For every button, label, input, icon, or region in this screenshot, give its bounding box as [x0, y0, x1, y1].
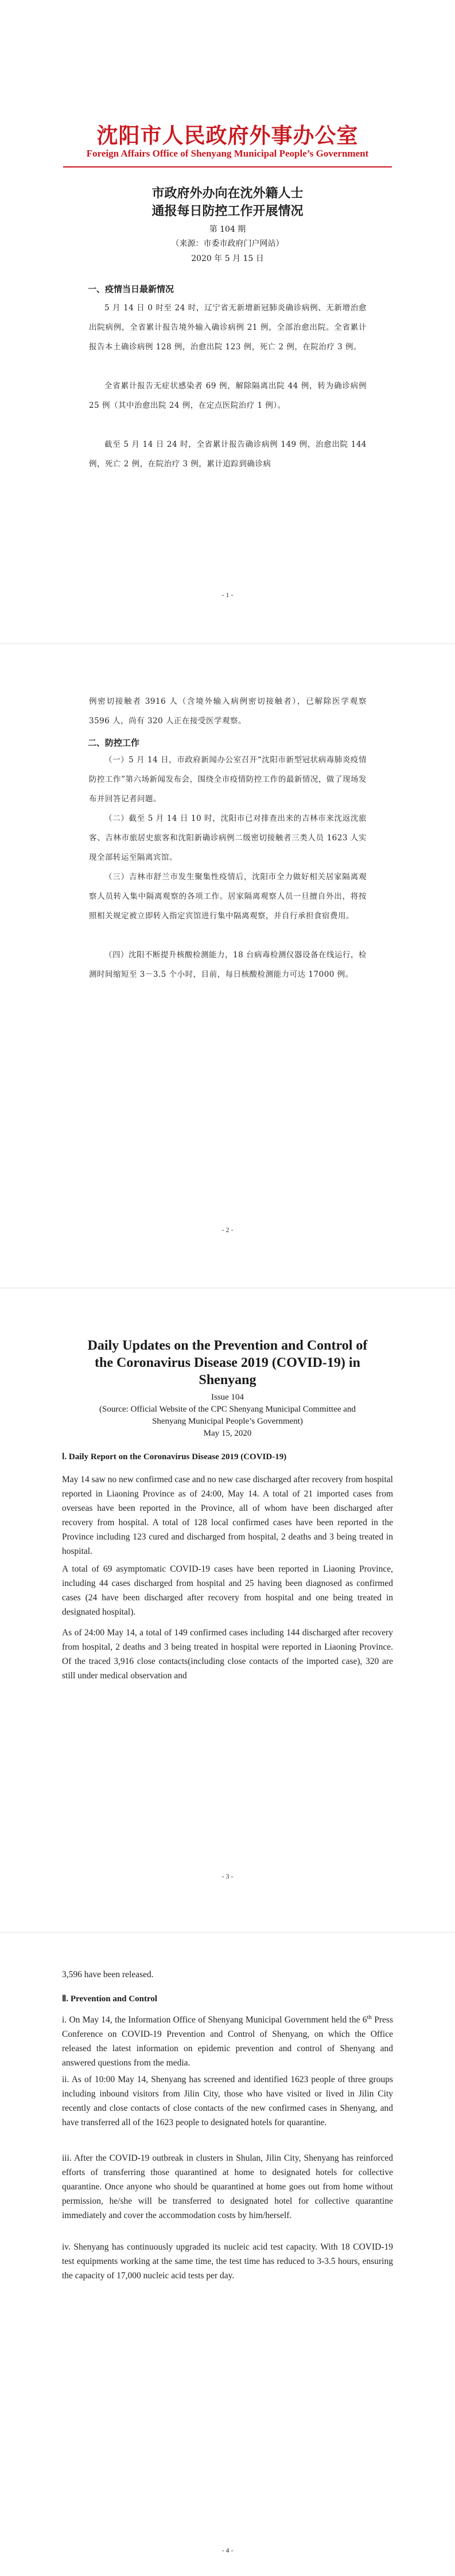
- paragraph-cn-5: （二）截至 5 月 14 日 10 时，沈阳市已对排查出来的吉林市来沈返沈旅客、吉林市旅居史旅客和沈阳新确诊病例二级密切接触者三类人员 1623 人实现全部转运至隔离宾馆。: [89, 814, 367, 862]
- en-section-heading-1: Ⅰ. Daily Report on the Coronavirus Disease 2019 (COVID-19): [62, 1452, 287, 1462]
- section-heading-2: 二、防控工作: [88, 738, 140, 748]
- en-source-line-1: (Source: Official Website of the CPC Shenyang Municipal Committee and: [99, 1405, 356, 1414]
- paragraph-cn-4: （一）5 月 14 日，市政府新闻办公室召开“沈阳市新型冠状病毒肺炎疫情防控工作”第六场新闻发布会，围绕全市疫情防控工作的最新情况，做了现场发布并回答记者问题。: [89, 755, 367, 804]
- page-number: - 2 -: [221, 1226, 234, 1234]
- paragraph-en-7: iv. Shenyang has continuously upgraded its nucleic acid test capacity. With 18 COVID-19 test equipments working at the same time, the test time has reduced to 3-3.5 hours, ensuring the capacity of 17,000 nucleic acid tests per day.: [62, 2242, 393, 2281]
- paragraph-cn-1: 5 月 14 日 0 时至 24 时，辽宁省无新增新冠肺炎确诊病例、无新增治愈出院病例，全省累计报告境外输入确诊病例 21 例，全部治愈出院。全省累计报告本土确诊病例 128 例，治愈出院 123 例，死亡 2 例，在院治疗 3 例。: [89, 303, 367, 352]
- page-number: - 4 -: [221, 2546, 234, 2554]
- en-title-line-1: Daily Updates on the Prevention and Control of: [87, 1338, 368, 1353]
- paragraph-cn-3b: 例密切接触者 3916 人（含境外输入病例密切接触者），已解除医学观察 3596 人，尚有 320 人正在接受医学观察。: [89, 697, 367, 726]
- issue-number: 第 104 期: [209, 225, 246, 234]
- paragraph-cn-7: （四）沈阳不断提升核酸检测能力，18 台病毒检测仪器设备在线运行，检测时间缩短至 3－3.5 个小时，目前，每日核酸检测能力可达 17000 例。: [89, 950, 367, 979]
- en-issue-date: May 15, 2020: [203, 1429, 252, 1438]
- paragraph-en-4-end: Press Conference on COVID-19 Prevention and Control of Shenyang, on which the Office released the latest information on epidemic prevention and control of Shenyang and answered questions from the media.: [62, 2015, 393, 2068]
- paragraph-en-4: [62, 2013, 393, 2070]
- page-3: [0, 1288, 455, 1932]
- en-issue-number: Issue 104: [211, 1393, 244, 1402]
- page-4: [0, 1932, 455, 2576]
- paragraph-en-1: May 14 saw no new confirmed case and no new case discharged after recovery from hospital reported in Liaoning Province as of 24:00, May 14. A total of 21 imported cases from overseas have been reported in the Province, all of whom have been discharged after recovery from hospital. A total of 128 local confirmed cases have been reported in the Province including 123 cured and discharged from hospital, 2 deaths and 3 being treated in hospital.: [62, 1475, 393, 1556]
- paragraph-en-3a: As of 24:00 May 14, a total of 149 confirmed cases including 144 discharged after recovery from hospital, 2 deaths and 3 being treated in hospital were reported in Liaoning Province. Of the traced 3,916 close contacts(including close contacts of the imported case), 320 are still under medical observation and: [62, 1628, 393, 1681]
- en-title-line-3: Shenyang: [199, 1373, 256, 1388]
- source-line: （来源：市委市政府门户网站）: [171, 239, 284, 248]
- issue-date: 2020 年 5 月 15 日: [191, 254, 264, 263]
- section-heading-1: 一、疫情当日最新情况: [88, 284, 174, 294]
- header-divider: [63, 166, 392, 167]
- paragraph-cn-3a: 截至 5 月 14 日 24 时，全省累计报告确诊病例 149 例，治愈出院 144 例，死亡 2 例，在院治疗 3 例，累计追踪到确诊病: [89, 440, 367, 469]
- paragraph-en-5: ii. As of 10:00 May 14, Shenyang has screened and identified 1623 people of three groups including inbound visitors from Jilin City, those who have visited or lived in Jilin City recently and close contacts of close contacts of the new confirmed cases in Shenyang, and have transferred all of the 1623 people to designated hotels for quarantine.: [62, 2075, 393, 2127]
- paragraph-en-6: iii. After the COVID-19 outbreak in clusters in Shulan, Jilin City, Shenyang has reinforced efforts of transferring those quarantined at home to designated hotels for collective quarantine. Once anyone who should be quarantined at home goes out from home without permission, he/she will be transferred to designated hotel for collective quarantine immediately and cover the accommodation costs by him/herself.: [62, 2153, 393, 2220]
- page-1: [0, 0, 455, 644]
- page-number: - 3 -: [221, 1872, 234, 1880]
- doc-title-line-2: 通报每日防控工作开展情况: [151, 204, 304, 219]
- page-2: [0, 644, 455, 1288]
- paragraph-en-2: A total of 69 asymptomatic COVID-19 cases have been reported in Liaoning Province, including 44 cases discharged from hospital and 25 having been diagnosed as confirmed cases (24 have been discharged after recovery from hospital and one being treated in designated hospital).: [62, 1564, 393, 1617]
- ordinal-suffix: th: [367, 2013, 372, 2021]
- en-section-heading-2: Ⅱ. Prevention and Control: [62, 1994, 158, 2004]
- paragraph-cn-2: 全省累计报告无症状感染者 69 例，解除隔离出院 44 例，转为确诊病例 25 例（其中治愈出院 24 例，在定点医院治疗 1 例）。: [89, 381, 367, 410]
- en-source-line-2: Shenyang Municipal People’s Government): [152, 1417, 303, 1426]
- org-title-en: Foreign Affairs Office of Shenyang Municipal People’s Government: [86, 148, 369, 159]
- org-title-cn: 沈阳市人民政府外事办公室: [96, 123, 359, 148]
- page-number: - 1 -: [221, 591, 234, 599]
- paragraph-cn-6: （三）吉林市舒兰市发生聚集性疫情后，沈阳市全力做好相关居家隔离观察人员转入集中隔离观察的各项工作。居家隔离观察人员一旦擅自外出，将按照相关规定被立即转入指定宾馆进行集中隔离观察，并自行承担食宿费用。: [89, 872, 367, 921]
- en-title-line-2: the Coronavirus Disease 2019 (COVID-19) in: [95, 1355, 360, 1370]
- paragraph-en-3b: 3,596 have been released.: [62, 1970, 154, 1979]
- paragraph-en-4-start: i. On May 14, the Information Office of Shenyang Municipal Government held the 6: [62, 2015, 367, 2025]
- doc-title-line-1: 市政府外办向在沈外籍人士: [151, 186, 304, 201]
